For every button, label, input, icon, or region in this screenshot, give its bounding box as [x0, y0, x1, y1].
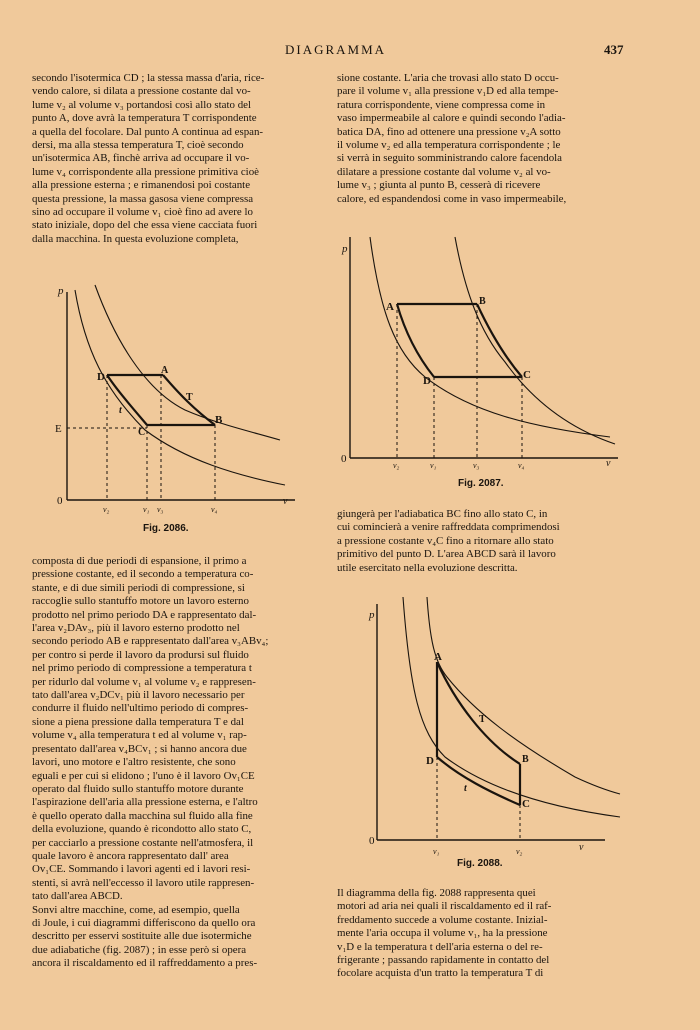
C-label: C: [523, 369, 531, 381]
v4-tick-label: v₄: [211, 505, 218, 514]
v2-tick-label: v₂: [516, 847, 523, 856]
text-line: l'area v₂DAv₃, più il lavoro esterno prodotto nel: [32, 622, 240, 635]
text-line: alla pressione esterna ; e rimanendosi poi costante: [32, 179, 251, 192]
text-line: tato dall'area v₂DCv₁ più il lavoro necessario per: [32, 689, 245, 702]
adiabat-BC-curve: [455, 237, 615, 444]
text-line: primitivo del punto D. L'area ABCD sarà il lavoro: [337, 548, 556, 561]
v3-tick-label: v₃: [473, 461, 480, 470]
text-line: il volume v₂ ed alla temperatura corrispondente ; le: [337, 139, 561, 152]
B-label: B: [479, 296, 486, 307]
segment-CD: [107, 375, 147, 425]
text-line: è quello operato dalla macchina sul fluido alla fine: [32, 809, 253, 822]
figure-2087-caption: Fig. 2087.: [458, 478, 504, 489]
text-line: punto A, dove avrà la temperatura T corrispondente: [32, 112, 257, 125]
text-line: stante, e di due simili periodi di compressione, si: [32, 581, 245, 594]
text-line: composta di due periodi di espansione, il primo a: [32, 555, 247, 567]
text-line: due adiabatiche (fig. 2087) ; in esse però si opera: [32, 943, 247, 956]
E-label: E: [55, 423, 62, 435]
figure-2086-caption: Fig. 2086.: [143, 523, 189, 534]
isotherm-t-curve: [403, 597, 620, 817]
v1-tick-label: v₁: [143, 505, 150, 514]
text-line: motori ad aria nei quali il riscaldamento ed il raf-: [337, 900, 552, 913]
text-line: giungerà per l'adiabatica BC fino allo stato C, in: [337, 508, 548, 520]
text-line: pressione costante, ed il secondo a temperatura co-: [32, 568, 254, 581]
text-line: lume v₄ corrispondente alla pressione primitiva cioè: [32, 165, 259, 178]
text-line: v₁D e la temperatura t dell'aria esterna o del re-: [337, 940, 543, 953]
T-label: T: [186, 392, 193, 403]
figure-2087: [340, 232, 630, 477]
text-line: prodotto nel primo periodo DA e rappresentato dal-: [32, 608, 257, 621]
v3-tick-label: v₃: [157, 505, 164, 514]
text-line: tato dall'area ABCD.: [32, 890, 123, 903]
text-line: si verrà in seguito somministrando calore facendola: [337, 152, 563, 165]
D-label: D: [97, 371, 105, 383]
text-line: dilatare a pressione costante dal volume v₂ al vo-: [337, 165, 551, 178]
text-line: pare il volume v₁ alla pressione v₁D ed alla tempe-: [337, 85, 559, 98]
text-line: stato iniziale, dopo del che essa viene cacciata fuori: [32, 219, 258, 232]
text-line: cui comincierà a venire raffreddata comprimendosi: [337, 521, 560, 534]
text-line: di Joule, i cui diagrammi differiscono da quello ora: [32, 916, 256, 929]
text-line: frigerante ; passando rapidamente in contatto del: [337, 954, 550, 967]
figure-2087-diagram: [340, 232, 630, 477]
figure-2088-caption: Fig. 2088.: [457, 858, 503, 869]
text-line: lume v₂ al volume v₃ portandosi così allo stato del: [32, 98, 252, 111]
running-title: DIAGRAMMA: [285, 42, 387, 57]
text-line: operato dal fluido sullo stantuffo motore durante: [32, 782, 244, 795]
p-label: p: [369, 609, 375, 621]
p-label: p: [342, 243, 348, 255]
page-header: [0, 42, 700, 62]
text-line: secondo periodo AB e rappresentato dall'area v₃ABv₄;: [32, 635, 269, 648]
left-column-top-text: [32, 72, 322, 246]
text-line: Sonvi altre macchine, come, ad esempio, quella: [32, 903, 240, 916]
v-label: v: [606, 458, 611, 469]
text-line: nel primo periodo di compressione a temperatura t: [32, 662, 252, 675]
text-line: della evoluzione, quando è ricondotto allo stato C,: [32, 823, 252, 836]
segment-AB: [437, 662, 520, 764]
text-line: a quella del focolare. Dal punto A continua ad espan-: [32, 125, 264, 138]
p-label: p: [58, 285, 64, 297]
text-line: per cacciarlo a pressione costante nell'atmosfera, il: [32, 836, 254, 849]
text-line: presentato dall'area v₄BCv₁ ; si hanno ancora due: [32, 742, 247, 755]
v1-tick-label: v₁: [430, 461, 437, 470]
text-line: per contro si perde il lavoro da prodursi sul fluido: [32, 648, 249, 661]
C-label: C: [138, 427, 146, 438]
B-label: B: [215, 414, 223, 426]
origin-label: 0: [341, 453, 347, 465]
text-line: lume v₃ ; giunta al punto B, cesserà di ricevere: [337, 179, 541, 192]
A-label: A: [386, 301, 394, 313]
segment-BC: [477, 304, 522, 377]
t-label: t: [464, 783, 467, 794]
text-line: l'aspirazione dell'aria alla pressione esterna, e l'altro: [32, 796, 258, 809]
left-column-bottom-text: [32, 555, 322, 971]
text-line: mente l'aria occupa il volume v₁, ha la pressione: [337, 927, 548, 940]
right-column-bottom-text: [337, 887, 628, 981]
text-line: batica DA, fino ad ottenere una pressione v₂A sotto: [337, 125, 561, 138]
v1-tick-label: v₁: [433, 847, 440, 856]
text-line: dalla macchina. In questa evoluzione completa,: [32, 232, 239, 245]
A-label: A: [161, 365, 169, 376]
text-line: sino ad occupare il volume v₁ cioè fino ad avere lo: [32, 206, 253, 219]
text-line: a pressione costante v₄C fino a ritornare allo stato: [337, 534, 554, 547]
origin-label: 0: [57, 495, 63, 507]
text-line: descritto per esservi sostituite alle due isotermiche: [32, 930, 252, 943]
text-line: sione a piena pressione dalla temperatura T e dal: [32, 715, 244, 728]
D-label: D: [423, 375, 431, 387]
text-line: Il diagramma della fig. 2088 rappresenta quei: [337, 887, 536, 899]
D-label: D: [426, 755, 434, 767]
text-line: volume v₄ alla temperatura t ed al volume v₁ rap-: [32, 729, 247, 742]
figure-2086-diagram: [55, 280, 315, 515]
v4-tick-label: v₄: [518, 461, 525, 470]
isotherm-T-curve: [95, 285, 280, 440]
text-line: Ov₁CE. Sommando i lavori agenti ed i lavori resi-: [32, 863, 251, 876]
origin-label: 0: [369, 835, 375, 847]
A-label: A: [434, 651, 442, 663]
page-number: 437: [604, 42, 624, 57]
figure-2088: [365, 592, 635, 857]
text-line: per ridurlo dal volume v₁ al volume v₂ e rappresen-: [32, 675, 256, 688]
v-label: v: [283, 496, 288, 507]
text-line: calore, ed espandendosi come in vaso impermeabile,: [337, 192, 567, 205]
right-column-middle-text: [337, 508, 628, 575]
text-line: secondo l'isotermica CD ; la stessa massa d'aria, rice-: [32, 72, 265, 84]
adiabat-AD-curve: [370, 237, 610, 437]
T-label: T: [479, 714, 486, 725]
v2-tick-label: v₂: [103, 505, 110, 514]
text-line: eguali e per cui si elidono ; l'uno è il lavoro Ov₁CE: [32, 769, 255, 782]
text-line: raccoglie sullo stantuffo motore un lavoro esterno: [32, 595, 249, 608]
text-line: stenti, si avrà nell'eccesso il lavoro utile rappresen-: [32, 876, 255, 889]
text-line: utile esercitato nella evoluzione descritta.: [337, 561, 518, 574]
text-line: condurre il fluido nell'ultimo periodo di compres-: [32, 702, 249, 715]
text-line: ancora il riscaldamento ed il raffreddamento a pres-: [32, 957, 258, 970]
figure-2086: [55, 280, 315, 515]
text-line: lavori, uno motore e l'altro resistente, che sono: [32, 756, 236, 769]
text-line: sione costante. L'aria che trovasi allo stato D occu-: [337, 72, 559, 84]
t-label: t: [119, 405, 122, 416]
text-line: freddamento succede a volume costante. Inizial-: [337, 913, 548, 926]
text-line: ratura corrispondente, viene compressa come in: [337, 98, 546, 111]
C-label: C: [522, 798, 530, 810]
B-label: B: [522, 754, 529, 765]
v-label: v: [579, 842, 584, 853]
text-line: vendo calore, si dilata a pressione costante dal vo-: [32, 85, 251, 98]
v2-tick-label: v₂: [393, 461, 400, 470]
text-line: quale lavoro è ancora rappresentato dall' area: [32, 849, 229, 862]
text-line: vaso impermeabile al calore e quindi secondo l'adia-: [337, 112, 566, 125]
segment-CD: [437, 757, 520, 805]
right-column-top-text: [337, 72, 628, 206]
figure-2088-diagram: [365, 592, 635, 857]
text-line: dersi, ma alla stessa temperatura T, cioè secondo: [32, 139, 244, 152]
segment-DA: [397, 304, 434, 377]
text-line: un'isotermica AB, finchè arriva ad occupare il vo-: [32, 152, 250, 165]
text-line: focolare acquista d'un tratto la temperatura T di: [337, 967, 544, 980]
text-line: questa pressione, la massa gasosa viene compressa: [32, 192, 254, 205]
